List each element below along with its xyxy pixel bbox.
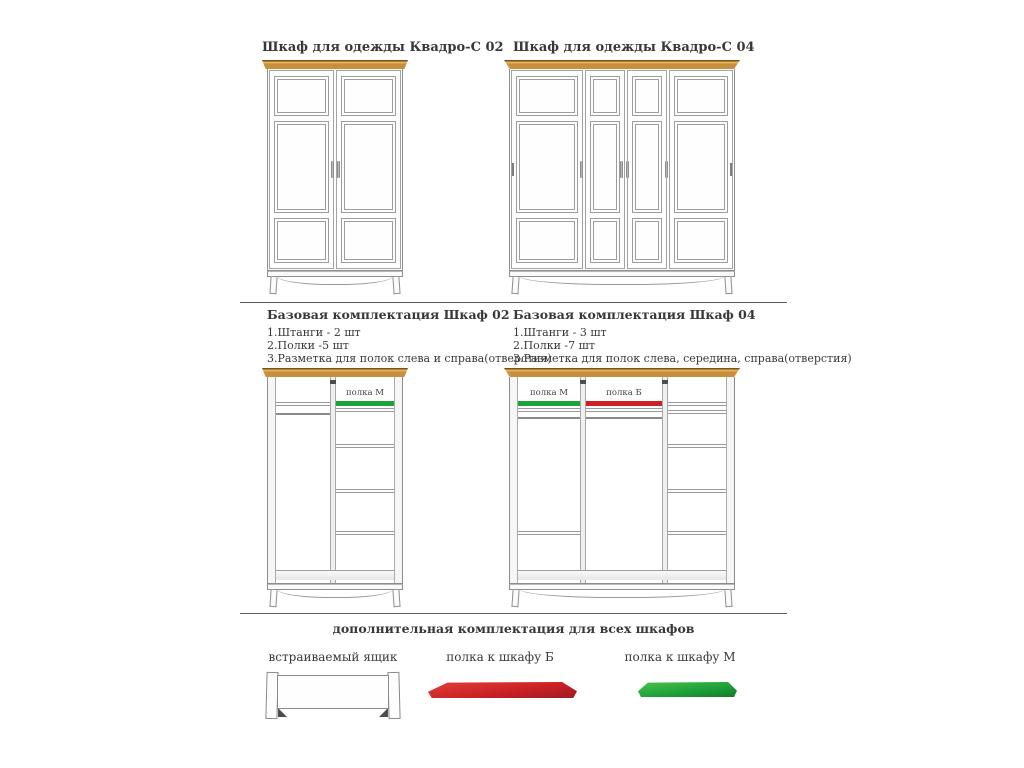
wardrobe-04-interior bbox=[504, 368, 740, 609]
wardrobe-02-door-right bbox=[336, 70, 401, 269]
shelf bbox=[668, 489, 726, 493]
base-config-02-list bbox=[267, 326, 552, 365]
shelf bbox=[336, 408, 394, 412]
shelf bbox=[336, 444, 394, 448]
wardrobe-04-exterior bbox=[504, 60, 740, 296]
shelf bbox=[336, 531, 394, 535]
wardrobe-02-interior bbox=[262, 368, 408, 609]
shelf bbox=[586, 408, 662, 412]
hanging-rod bbox=[518, 417, 580, 419]
shelf bbox=[668, 402, 726, 406]
hanging-rod bbox=[586, 417, 662, 419]
shelf-m-green bbox=[518, 401, 580, 406]
hanging-compartment-b bbox=[586, 377, 662, 583]
wardrobe-02-cornice bbox=[262, 60, 408, 69]
wardrobe-02-legs bbox=[267, 277, 403, 296]
wardrobe-04-door-1 bbox=[511, 70, 583, 269]
wardrobe-02-doors bbox=[267, 69, 403, 271]
hanging-rod bbox=[276, 413, 330, 415]
extras-heading: дополнительная комплектация для всех шкафов bbox=[332, 621, 695, 636]
base-config-02-heading: Базовая комплектация Шкаф 02 bbox=[267, 307, 510, 322]
hanging-compartment bbox=[276, 377, 330, 583]
shelf bbox=[518, 408, 580, 412]
wardrobe-02-title: Шкаф для одежды Квадро-С 02 bbox=[262, 40, 504, 55]
base-config-04-list bbox=[513, 326, 852, 365]
list-item: 2.Полки -7 шт bbox=[513, 339, 595, 352]
list-item: 3.Разметка для полок слева, середина, справа(отверстия) bbox=[513, 352, 852, 365]
door-handle-icon bbox=[580, 161, 583, 178]
shelf-m-label: полка М bbox=[530, 388, 568, 398]
bottom-panel bbox=[518, 570, 726, 580]
list-item: 1.Штанги - 2 шт bbox=[267, 326, 361, 339]
drawer-rail bbox=[387, 672, 400, 719]
shelf-m-label: полка М bbox=[346, 388, 384, 398]
shelf bbox=[276, 402, 330, 406]
shelf-m-drawing bbox=[638, 682, 737, 697]
built-in-drawer-drawing bbox=[266, 672, 400, 720]
shelf-compartment bbox=[668, 377, 726, 583]
section-divider bbox=[240, 302, 787, 303]
list-item: 1.Штанги - 3 шт bbox=[513, 326, 607, 339]
drawer-front bbox=[277, 675, 389, 709]
list-item: 2.Полки -5 шт bbox=[267, 339, 349, 352]
shelf bbox=[668, 531, 726, 535]
hinge-icon bbox=[730, 163, 732, 176]
wardrobe-04-title: Шкаф для одежды Квадро-С 04 bbox=[513, 40, 755, 55]
door-handle-icon bbox=[331, 161, 334, 178]
door-handle-icon bbox=[626, 161, 629, 178]
shelf-compartment bbox=[336, 377, 394, 583]
extra-shelf-m-label: полка к шкафу М bbox=[624, 650, 736, 664]
hinge-icon bbox=[512, 163, 514, 176]
shelf bbox=[336, 489, 394, 493]
extra-shelf-b-label: полка к шкафу Б bbox=[446, 650, 554, 664]
base-config-04-heading: Базовая комплектация Шкаф 04 bbox=[513, 307, 756, 322]
wardrobe-04-cornice bbox=[504, 60, 740, 69]
shelf bbox=[668, 444, 726, 448]
shelf-m-green bbox=[336, 401, 394, 406]
shelf-b-red bbox=[586, 401, 662, 406]
extra-drawer-label: встраиваемый ящик bbox=[268, 650, 398, 664]
wardrobe-02-exterior bbox=[262, 60, 408, 296]
wardrobe-04-door-4 bbox=[669, 70, 733, 269]
wardrobe-04-doors bbox=[509, 69, 735, 271]
door-handle-icon bbox=[337, 161, 340, 178]
shelf-b-drawing bbox=[428, 682, 577, 698]
list-item: 3.Разметка для полок слева и справа(отверстия) bbox=[267, 352, 552, 365]
door-handle-icon bbox=[620, 161, 623, 178]
bottom-panel bbox=[276, 570, 394, 580]
hanging-compartment-m bbox=[518, 377, 580, 583]
section-divider bbox=[240, 613, 787, 614]
wardrobe-02-door-left bbox=[269, 70, 334, 269]
door-handle-icon bbox=[665, 161, 668, 178]
wardrobe-04-door-2 bbox=[585, 70, 625, 269]
shelf bbox=[518, 531, 580, 535]
shelf-b-label: полка Б bbox=[606, 388, 642, 398]
shelf bbox=[668, 410, 726, 414]
wardrobe-04-legs bbox=[509, 277, 735, 296]
wardrobe-04-door-3 bbox=[627, 70, 667, 269]
